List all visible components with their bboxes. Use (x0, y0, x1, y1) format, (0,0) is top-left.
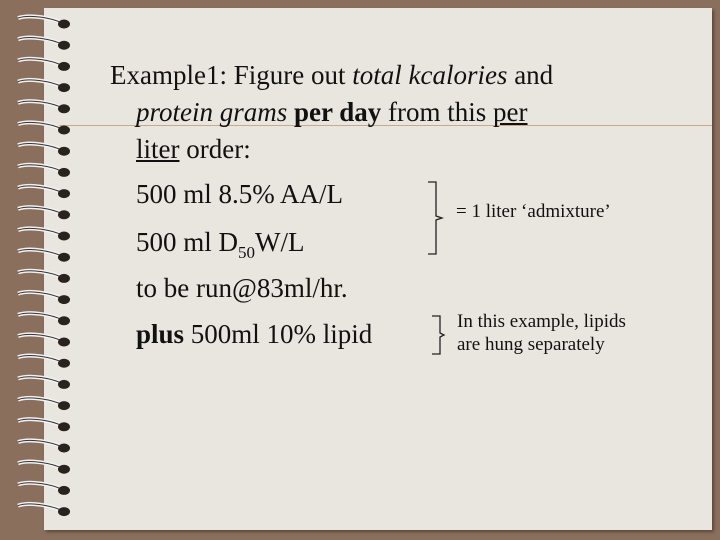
line-lipid (136, 317, 372, 351)
spiral-hole (58, 210, 70, 219)
lipid-note (457, 310, 626, 356)
line5-subscript: 50 (238, 243, 256, 262)
admixture-note: = 1 liter ‘admixture’ (456, 201, 611, 222)
line3-rest: order: (179, 134, 251, 164)
spiral-hole (58, 104, 70, 113)
lipid-note-line2: are hung separately (457, 334, 605, 355)
line1-suffix: and (507, 60, 554, 90)
line7-bold: plus (136, 319, 185, 349)
lipid-note-line1: In this example, lipids (457, 311, 626, 332)
spiral-hole (58, 20, 70, 29)
line3-underlined: liter (136, 134, 180, 164)
brace-icon (430, 314, 460, 356)
spiral-hole (58, 507, 70, 516)
line-run-rate: to be run@83ml/hr. (136, 273, 348, 303)
spiral-hole (58, 359, 70, 368)
line-liter-order (136, 132, 251, 166)
line7-rest: 500ml 10% lipid (184, 319, 373, 349)
line1-prefix: Example1: Figure out (110, 60, 353, 90)
spiral-hole (58, 253, 70, 262)
line-dextrose (136, 225, 305, 270)
line5-pre: 500 ml D (136, 227, 239, 257)
spiral-hole (58, 486, 70, 495)
spiral-hole (58, 147, 70, 156)
line2-underlined: per (493, 97, 528, 127)
line2-bold: per day (287, 97, 382, 127)
spiral-hole (58, 422, 70, 431)
line2-italic: protein grams (136, 97, 288, 127)
line-protein-grams (136, 95, 528, 129)
spiral-hole (58, 316, 70, 325)
brace-icon (418, 180, 458, 256)
spiral-hole (58, 465, 70, 474)
spiral-hole (58, 126, 70, 135)
spiral-hole (58, 232, 70, 241)
spiral-hole (58, 189, 70, 198)
spiral-hole (58, 338, 70, 347)
spiral-hole (58, 41, 70, 50)
spiral-hole (58, 295, 70, 304)
spiral-hole (58, 401, 70, 410)
spiral-hole (58, 444, 70, 453)
spiral-hole (58, 83, 70, 92)
line5-post: W/L (255, 227, 305, 257)
spiral-hole (58, 168, 70, 177)
spiral-hole (58, 274, 70, 283)
line1-italic: total kcalories (352, 60, 508, 90)
spiral-binding-icon (0, 0, 90, 540)
line-example-title (110, 58, 553, 92)
line-amino-acid: 500 ml 8.5% AA/L (136, 179, 343, 209)
spiral-hole (58, 380, 70, 389)
spiral-hole (58, 62, 70, 71)
line2-mid: from this (381, 97, 494, 127)
